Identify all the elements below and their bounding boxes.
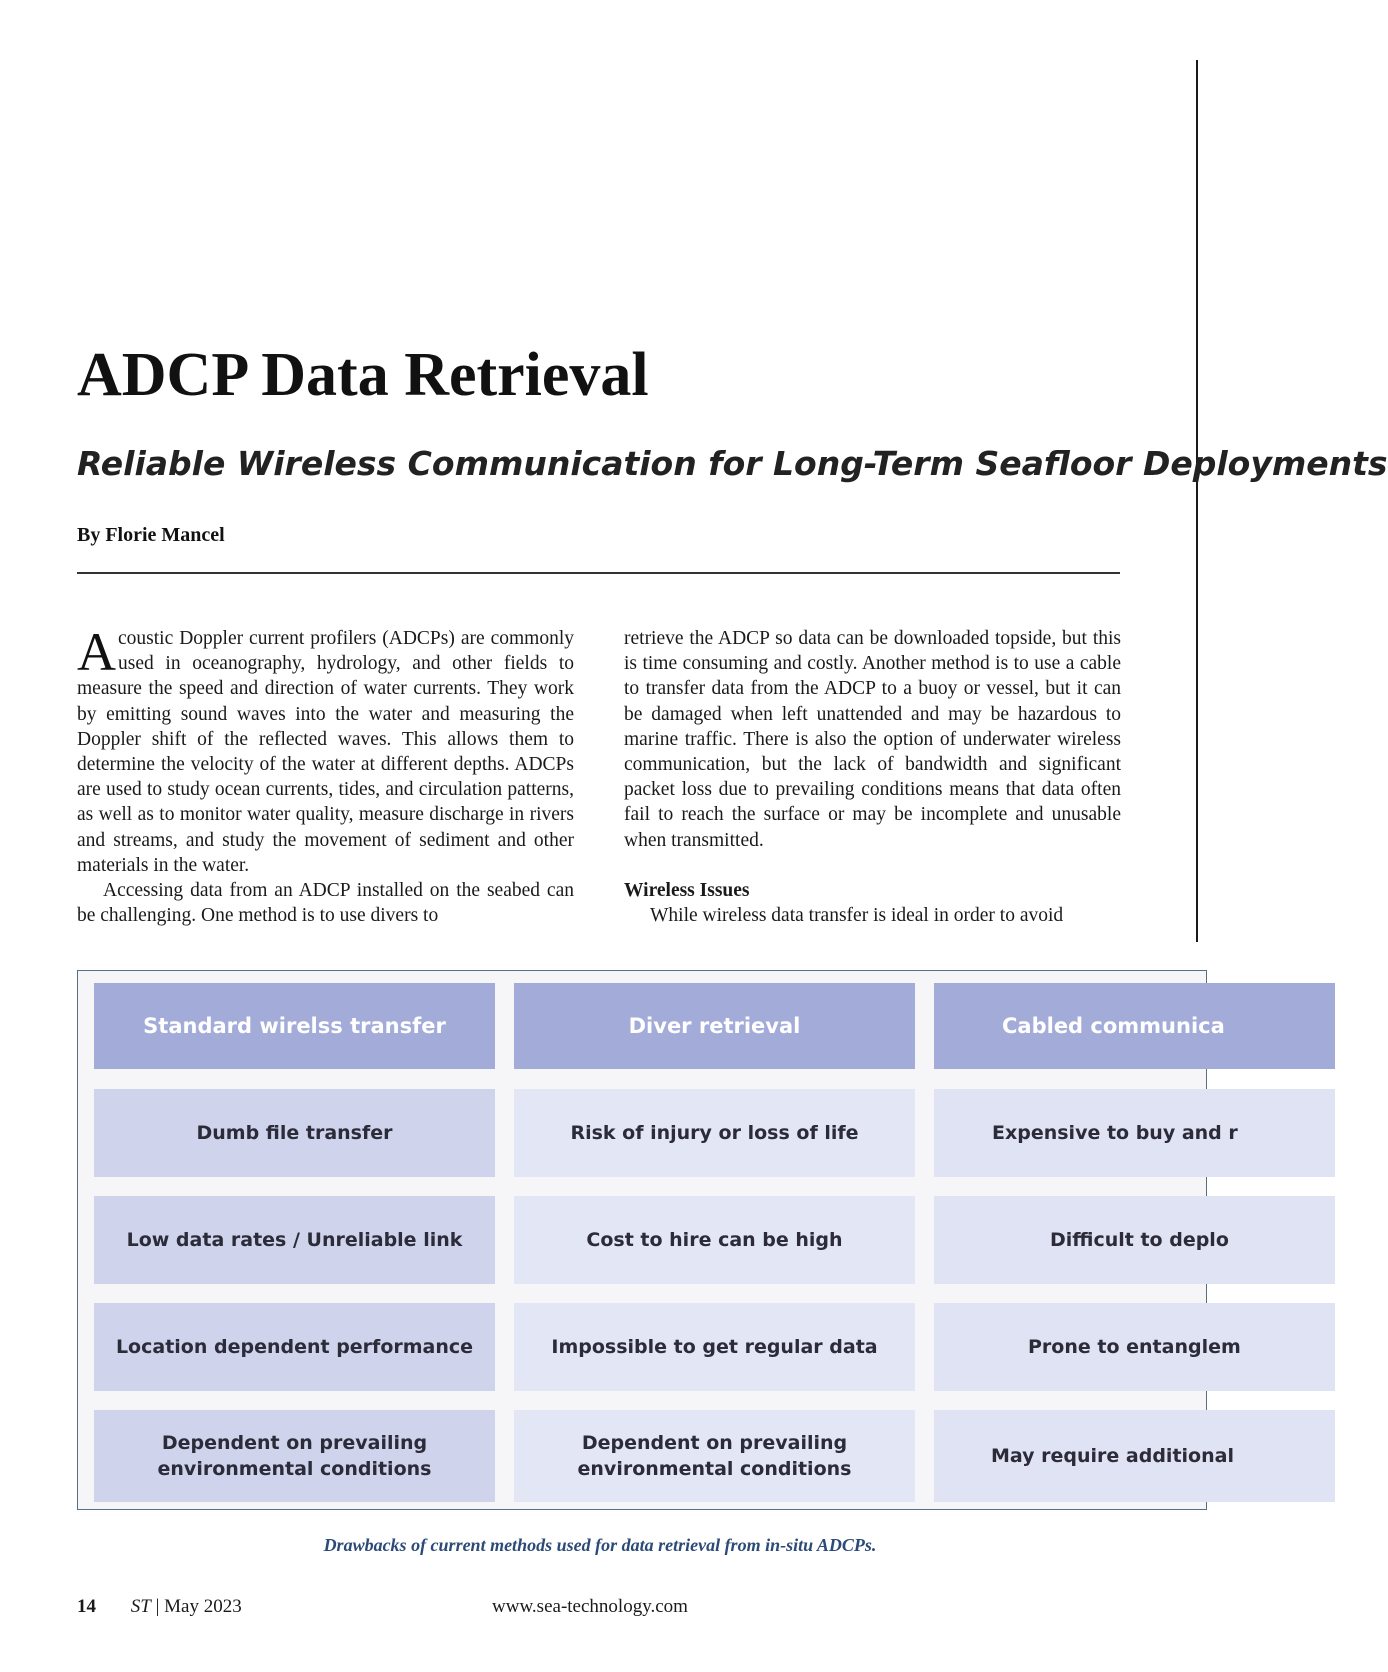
figure-cell: Expensive to buy and r <box>934 1089 1335 1177</box>
figure-cell: Low data rates / Unreliable link <box>94 1196 495 1284</box>
paragraph-text: coustic Doppler current profilers (ADCPs) are commonly used in oceanography, hydrology, and other fields to measure the speed and direction of water currents. They work by emitting sound waves into the water and measuring the Doppler shift of the reflected waves. This allows them to determine the velocity of the water at different depths. ADCPs are used to study ocean currents, tides, and circulation patterns, as well as to monitor water quality, measure discharge in rivers and streams, and study the movement of sediment and other materials in the water. <box>77 628 574 876</box>
page-edge-rule <box>1196 60 1198 942</box>
body-paragraph: Accessing data from an ADCP installed on the seabed can be challenging. One method is to use divers to <box>77 880 574 927</box>
header-divider <box>77 572 1120 574</box>
body-column-left <box>77 622 574 928</box>
figure-cell: Location dependent performance <box>94 1303 495 1391</box>
publication-name: ST <box>130 1596 151 1617</box>
body-paragraph: While wireless data transfer is ideal in order to avoid <box>650 905 1064 927</box>
article-title: ADCP Data Retrieval <box>77 341 649 409</box>
figure-cell: May require additional <box>934 1410 1335 1502</box>
body-paragraph: retrieve the ADCP so data can be downloaded topside, but this is time consuming and costly. Another method is to use a cable to transfer data from the ADCP to a buoy or vessel, but it can be damaged when left unattended and may be hazardous to marine traffic. There is also the option of underwater wireless communication, but the lack of bandwidth and significant packet loss due to prevailing conditions means that data often fail to reach the surface or may be incomplete and unusable when transmitted. <box>624 628 1121 851</box>
section-subhead: Wireless Issues <box>624 879 750 901</box>
body-paragraph <box>77 622 574 878</box>
drawbacks-figure <box>77 970 1241 1510</box>
article-subtitle: Reliable Wireless Communication for Long-Term Seafloor Deployments <box>77 444 1388 483</box>
figure-cell: Impossible to get regular data <box>514 1303 915 1391</box>
figure-cell: Prone to entanglem <box>934 1303 1335 1391</box>
page-footer <box>77 1596 242 1618</box>
drop-cap: A <box>77 622 116 682</box>
figure-header-cabled: Cabled communica <box>934 983 1335 1069</box>
figure-cell: Difficult to deplo <box>934 1196 1335 1284</box>
figure-header-wireless: Standard wirelss transfer <box>94 983 495 1069</box>
issue-date: | May 2023 <box>155 1596 242 1617</box>
figure-cell: Cost to hire can be high <box>514 1196 915 1284</box>
article-byline: By Florie Mancel <box>77 524 225 546</box>
figure-cell: Dependent on prevailing environmental conditions <box>94 1410 495 1502</box>
figure-cell: Dependent on prevailing environmental conditions <box>514 1410 915 1502</box>
footer-url: www.sea-technology.com <box>492 1596 688 1617</box>
body-column-right <box>624 626 1121 928</box>
figure-cell: Dumb file transfer <box>94 1089 495 1177</box>
figure-header-diver: Diver retrieval <box>514 983 915 1069</box>
figure-caption: Drawbacks of current methods used for data retrieval from in-situ ADCPs. <box>323 1535 877 1555</box>
figure-cell: Risk of injury or loss of life <box>514 1089 915 1177</box>
page-number: 14 <box>77 1596 96 1617</box>
